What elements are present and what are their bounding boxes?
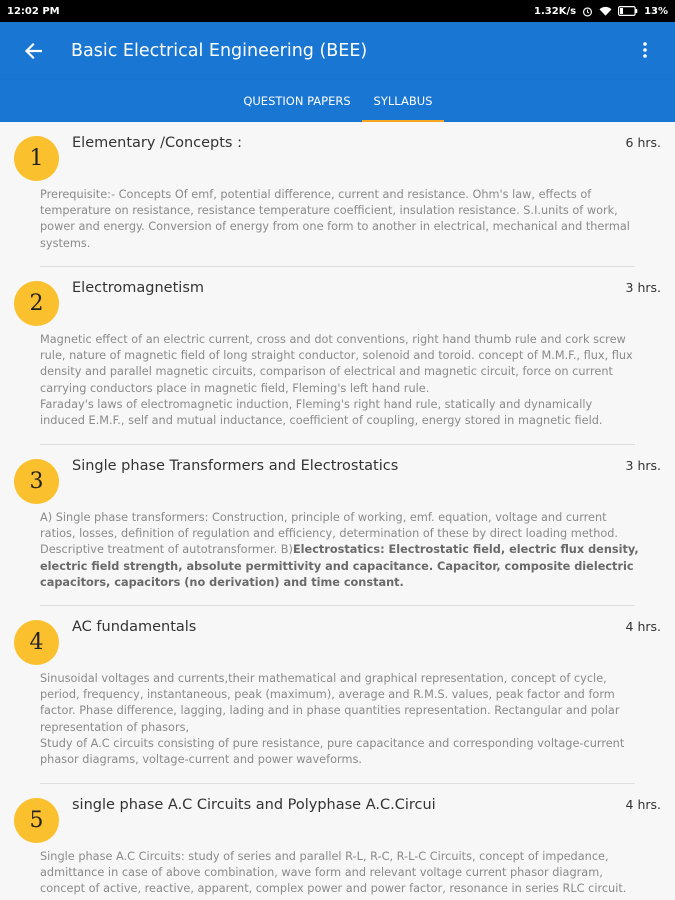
unit-description-part-1: Magnetic effect of an electric current, cross and dot conventions, right hand thumb rule and cork screw rule, nature of magnetic field of long straight conductor, solenoid and toroid. concept of M.M.F., flux, flux density and parallel magnetic circuits, comparison of electrical and magnetic circuit, force on current carrying conductors place in magnetic field, Fleming's left hand rule. (40, 333, 633, 395)
unit-hours: 4 hrs. (625, 619, 661, 634)
unit-description (40, 332, 640, 429)
divider (40, 783, 635, 784)
unit-number-badge: 3 (14, 459, 59, 504)
unit-description: Prerequisite:- Concepts Of emf, potential difference, current and resistance. Ohm's law, effects of temperature on resistance, resistance temperature coefficient, insulation resistance. S.I.units of work, power and energy. Conversion of energy from one form to another in electrical, mechanical and thermal systems. (40, 188, 630, 250)
more-options-button[interactable] (633, 38, 657, 62)
wifi-icon (599, 6, 612, 17)
unit-number-badge: 5 (14, 798, 59, 843)
unit-hours: 4 hrs. (625, 797, 661, 812)
unit-description (40, 510, 640, 591)
tab-bar (0, 80, 675, 122)
unit-number-badge: 2 (14, 281, 59, 326)
unit-title: single phase A.C Circuits and Polyphase A.C.Circui (72, 797, 436, 813)
divider (40, 266, 635, 267)
status-time: 12:02 PM (7, 5, 60, 17)
unit-description (40, 671, 640, 768)
unit-hours: 6 hrs. (625, 135, 661, 150)
alarm-icon (582, 6, 593, 17)
unit-description-part-1: Sinusoidal voltages and currents,their mathematical and graphical representation, concept of cycle, period, frequency, instantaneous, peak (maximum), average and R.M.S. values, peak factor and form factor. Phase difference, lagging, lading and in phase quantities representation. Rectangular and polar representation of phasors, (40, 672, 620, 734)
unit-hours: 3 hrs. (625, 458, 661, 473)
unit-title: Elementary /Concepts : (72, 135, 242, 151)
unit-description: Single phase A.C Circuits: study of series and parallel R-L, R-C, R-L-C Circuits, concept of impedance, admittance in case of above combination, wave form and relevant voltage current phasor diagram, concept of active, reactive, apparent, complex power and power factor, resonance in series RLC circuit. (40, 850, 627, 896)
unit-hours: 3 hrs. (625, 280, 661, 295)
unit-description-part-2: Study of A.C circuits consisting of pure resistance, pure capacitance and corresponding voltage-current phasor diagrams, voltage-current and power waveforms. (40, 736, 625, 767)
status-right (534, 6, 668, 17)
unit-description-bold: Electrostatics: Electrostatic field, electric flux density, electric field strength, absolute permittivity and capacitance. Capacitor, composite dielectric capacitors, capacitors (no derivation) and time constant. (40, 543, 639, 589)
divider (40, 605, 635, 606)
divider (40, 444, 635, 445)
arrow-back-icon (24, 42, 42, 60)
page-title: Basic Electrical Engineering (BEE) (71, 41, 368, 61)
unit-number-badge: 4 (14, 620, 59, 665)
unit-title: AC fundamentals (72, 619, 197, 635)
app-bar (0, 22, 675, 80)
unit-description-part-2: Faraday's laws of electromagnetic induction, Fleming's right hand rule, statically and dynamically induced E.M.F., self and mutual inductance, coefficient of coupling, energy stored in magnetic field. (40, 397, 603, 428)
unit-title: Electromagnetism (72, 280, 205, 296)
back-button[interactable] (21, 39, 45, 63)
tab-question-papers[interactable]: QUESTION PAPERS (243, 94, 351, 108)
tab-syllabus[interactable]: SYLLABUS (362, 80, 444, 122)
network-speed: 1.32K/s (534, 5, 577, 17)
syllabus-list[interactable] (0, 122, 675, 900)
unit-number-badge: 1 (14, 136, 59, 181)
unit-title: Single phase Transformers and Electrostatics (72, 458, 399, 474)
status-bar (0, 0, 675, 22)
battery-level: 13% (644, 5, 668, 17)
battery-icon (618, 6, 638, 16)
more-vert-icon (642, 41, 648, 59)
unit-description-part-1: A) Single phase transformers: Construction, principle of working, emf. equation, voltage and current ratios, losses, definition of regulation and efficiency, determination of these by direct loading method. Descriptive treatment of autotransformer. B) (40, 511, 619, 557)
